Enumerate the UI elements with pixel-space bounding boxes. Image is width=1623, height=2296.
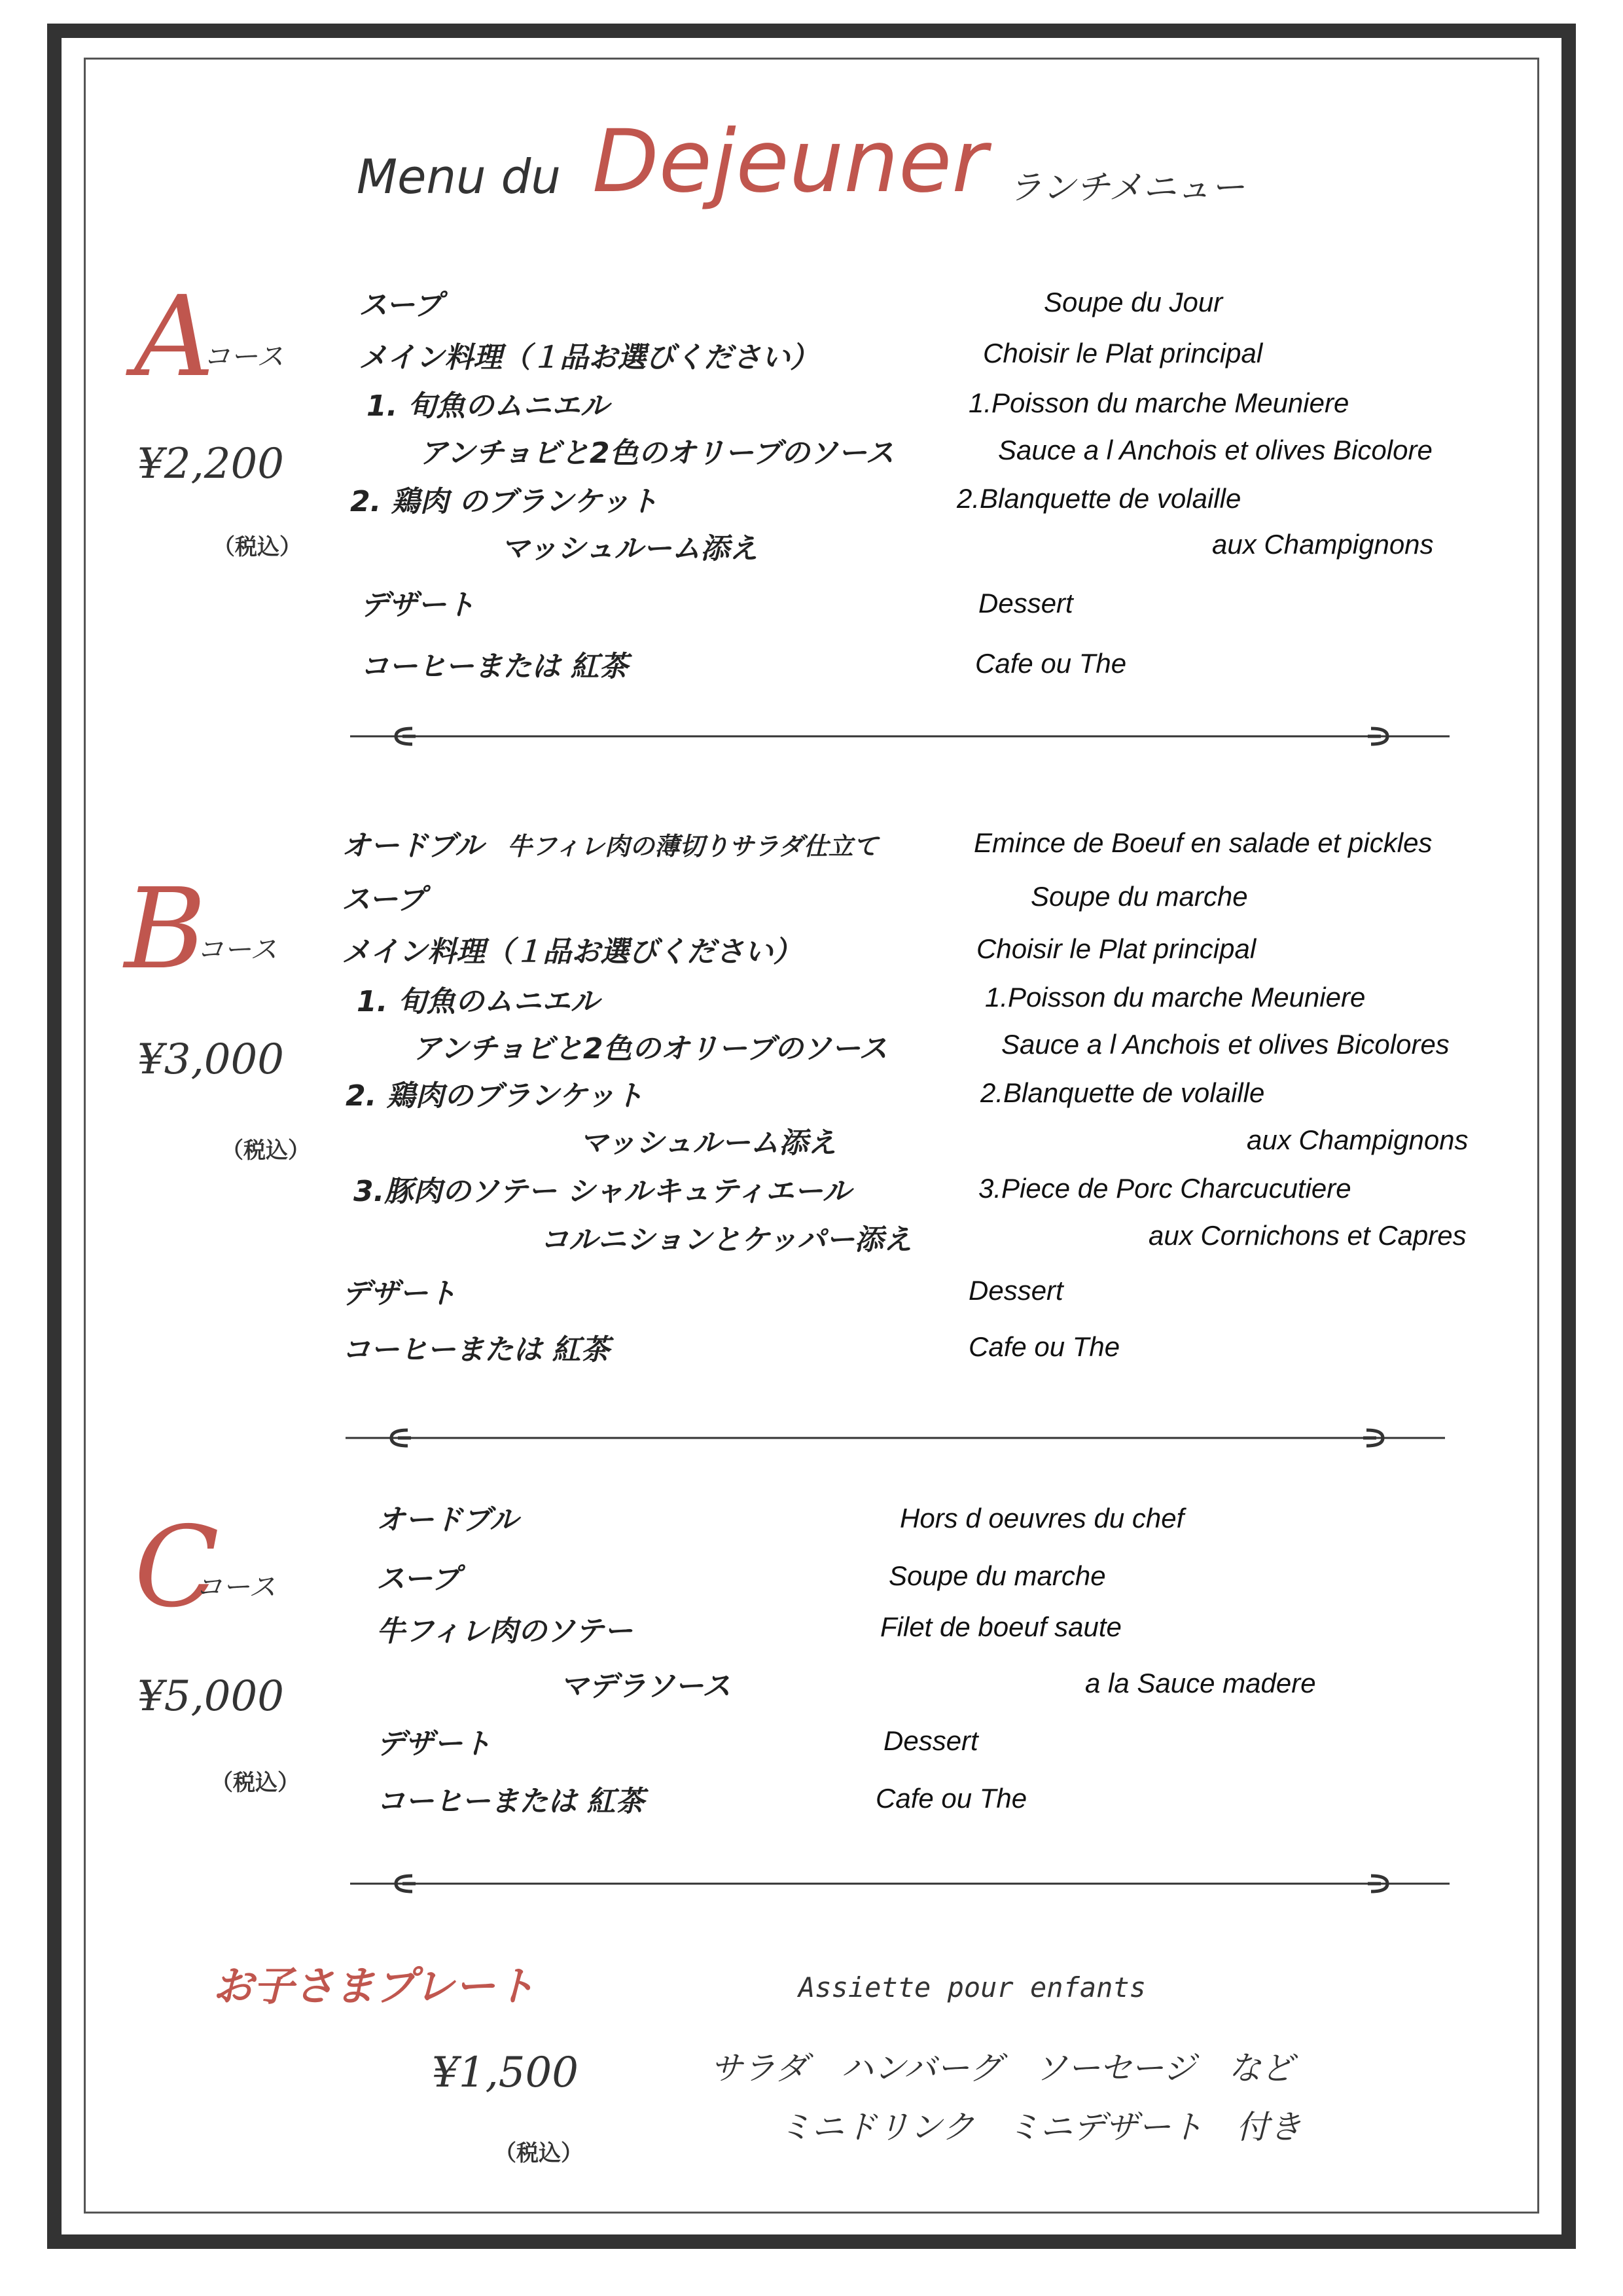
- course-b-item-fr: 2.Blanquette de volaille: [980, 1077, 1265, 1108]
- course-b-letter: B: [124, 865, 206, 994]
- course-a-item-fr: Dessert: [978, 588, 1073, 619]
- course-a-item-fr: Choisir le Plat principal: [983, 338, 1263, 368]
- title-japanese: ランチメニュー: [1008, 168, 1245, 207]
- course-b-item-fr: Dessert: [969, 1275, 1063, 1306]
- course-b-item-jp: オードブル: [342, 829, 484, 863]
- course-b-item-fr: 3.Piece de Porc Charcucutiere: [978, 1173, 1351, 1204]
- course-a-letter: A: [134, 272, 215, 402]
- course-a-item-fr: Sauce a l Anchois et olives Bicolore: [998, 435, 1433, 465]
- course-b-item-fr: Soupe du marche: [1031, 881, 1248, 912]
- course-b-item-jp: コルニションとケッパー添え: [540, 1223, 912, 1257]
- kids-plate-contents: サラダ ハンバーグ ソーセージ など: [710, 2049, 1294, 2087]
- course-c-price: ¥5,000: [137, 1672, 284, 1721]
- course-b-tax: （税込）: [221, 1138, 310, 1164]
- course-a-price: ¥2,200: [137, 440, 284, 488]
- course-b-item-jp: デザート: [342, 1277, 457, 1310]
- course-b-item-jp: 1. 旬魚のムニエル: [357, 985, 599, 1018]
- course-b-item-jp: 2. 鶏肉のブランケット: [346, 1079, 644, 1113]
- kids-plate-price: ¥1,500: [432, 2049, 579, 2097]
- course-b-price: ¥3,000: [137, 1035, 284, 1084]
- course-c-item-jp: オードブル: [376, 1503, 518, 1537]
- course-b-item-jp: コーヒーまたは 紅茶: [342, 1333, 610, 1367]
- course-a-item-jp: コーヒーまたは 紅茶: [360, 650, 628, 683]
- course-b-label: コース: [196, 933, 277, 965]
- course-c-item-fr: a la Sauce madere: [1085, 1668, 1316, 1698]
- course-c-item-jp: 牛フィレ肉のソテー: [376, 1615, 633, 1648]
- course-c-item-jp: スープ: [376, 1562, 460, 1596]
- course-b-item-fr: aux Cornichons et Capres: [1149, 1220, 1467, 1251]
- course-a-item-jp: 1. 旬魚のムニエル: [366, 389, 609, 423]
- course-c-item-jp: デザート: [376, 1727, 491, 1761]
- course-a-item-jp: メイン料理（１品お選びください）: [359, 341, 819, 374]
- kids-plate-title: お子さまプレート: [213, 1962, 536, 2010]
- course-a-item-fr: Soupe du Jour: [1044, 287, 1223, 317]
- course-c-item-fr: Soupe du marche: [889, 1560, 1106, 1591]
- course-a-item-jp: 2. 鶏肉 のブランケット: [350, 485, 658, 518]
- course-c-item-jp: コーヒーまたは 紅茶: [376, 1785, 645, 1818]
- ornamental-divider: [350, 723, 1450, 749]
- course-a-item-fr: 1.Poisson du marche Meuniere: [969, 387, 1349, 418]
- course-b-item-jp: 3.豚肉のソテー シャルキュティエール: [353, 1175, 851, 1208]
- course-b-item-fr: Choisir le Plat principal: [976, 933, 1257, 964]
- course-c-item-jp: マデラソース: [560, 1670, 731, 1703]
- course-a-item-jp: デザート: [360, 588, 475, 622]
- course-a-item-jp: アンチョビと2色のオリーブのソース: [419, 437, 895, 470]
- course-c-item-fr: Dessert: [883, 1725, 978, 1756]
- course-c-letter: C: [134, 1503, 220, 1632]
- course-b-item-jp: アンチョビと2色のオリーブのソース: [412, 1032, 888, 1066]
- title-dejeuner: Dejeuner: [592, 111, 988, 212]
- course-a-label: コース: [203, 340, 284, 372]
- course-b-item-fr: Emince de Boeuf en salade et pickles: [974, 827, 1433, 858]
- course-c-item-fr: Hors d oeuvres du chef: [900, 1503, 1185, 1534]
- kids-plate-tax: （税込）: [494, 2140, 583, 2166]
- kids-plate-extras: ミニドリンク ミニデザート 付き: [779, 2108, 1302, 2146]
- course-a-item-fr: aux Champignons: [1212, 529, 1434, 560]
- course-c-tax: （税込）: [211, 1770, 300, 1796]
- course-c-label: コース: [195, 1571, 276, 1603]
- course-a-item-jp: スープ: [359, 289, 442, 322]
- ornamental-divider: [346, 1425, 1445, 1451]
- course-b-item-fr: Cafe ou The: [969, 1331, 1120, 1362]
- course-b-item-jp: メイン料理（１品お選びください）: [342, 935, 802, 969]
- kids-plate-french: Assiette pour enfants: [798, 1971, 1147, 2003]
- course-c-item-fr: Cafe ou The: [876, 1783, 1027, 1814]
- ornamental-divider: [350, 1871, 1450, 1897]
- course-b-item-fr: 1.Poisson du marche Meuniere: [985, 982, 1366, 1013]
- course-a-item-jp: マッシュルーム添え: [501, 532, 758, 565]
- course-b-item-jp: スープ: [342, 883, 425, 916]
- course-b-item-jp-detail: 牛フィレ肉の薄切りサラダ仕立て: [507, 832, 878, 861]
- title-menu-du: Menu du: [357, 149, 561, 204]
- course-b-item-fr: Sauce a l Anchois et olives Bicolores: [1001, 1029, 1450, 1060]
- course-b-item-jp: マッシュルーム添え: [579, 1126, 837, 1160]
- course-c-item-fr: Filet de boeuf saute: [880, 1611, 1122, 1642]
- course-b-item-fr: aux Champignons: [1247, 1124, 1469, 1155]
- course-a-item-fr: Cafe ou The: [975, 648, 1127, 679]
- course-a-item-fr: 2.Blanquette de volaille: [957, 483, 1241, 514]
- course-a-tax: （税込）: [213, 534, 302, 560]
